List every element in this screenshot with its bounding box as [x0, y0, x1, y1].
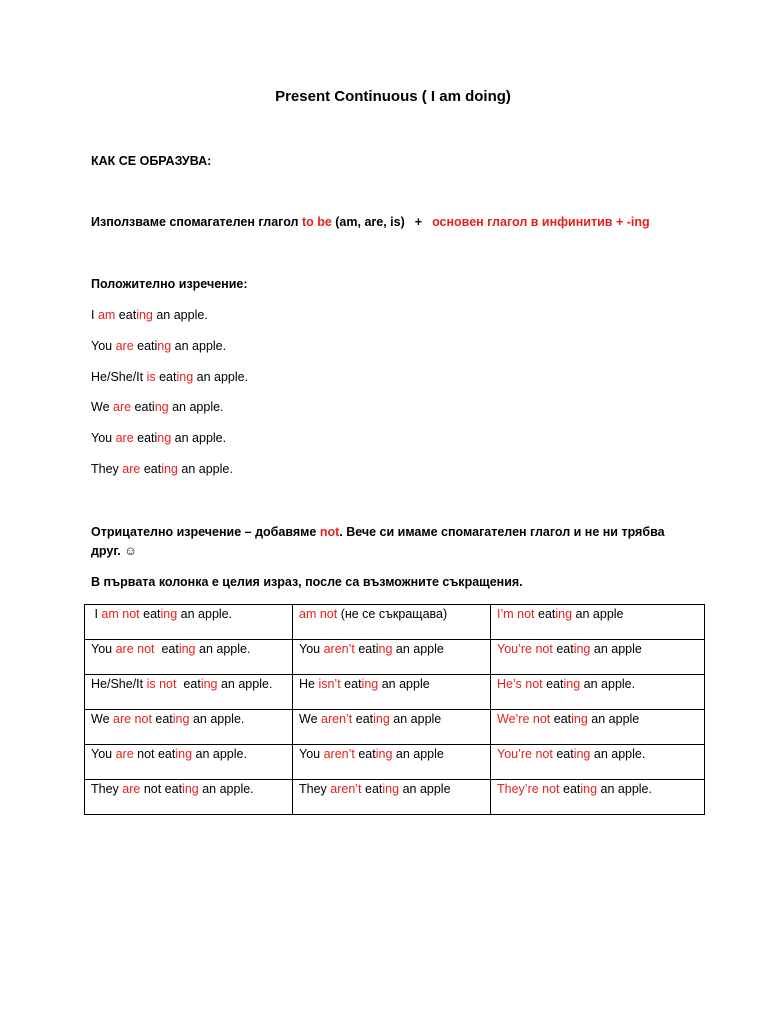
subject-contraction-cell — [491, 710, 705, 745]
formation-heading: КАК СЕ ОБРАЗУВА: — [91, 154, 212, 168]
positive-heading: Положително изречение: — [91, 277, 248, 291]
example-subject: You — [91, 431, 116, 445]
negative-intro — [91, 523, 691, 561]
table-row — [85, 745, 705, 780]
table-note: В първата колонка е целия израз, после са възможните съкращения. — [91, 575, 523, 589]
example-aux: are — [115, 431, 134, 445]
subject-contraction-cell — [491, 780, 705, 815]
example-verb: eati — [133, 431, 158, 445]
example-aux: am — [97, 308, 116, 322]
example-subject: He/She/It — [91, 370, 147, 384]
highlighted-segment: ing — [375, 747, 393, 761]
highlighted-segment: aren’t — [323, 747, 355, 761]
highlighted-segment: ing — [182, 782, 199, 796]
highlighted-segment: ing — [200, 677, 218, 691]
highlighted-segment: am not — [299, 607, 338, 621]
text-segment: an apple — [392, 642, 444, 656]
formula-plus: + — [414, 215, 423, 229]
formula-line — [91, 215, 650, 229]
example-verb: eat — [115, 308, 137, 322]
text-segment: an apple. — [590, 747, 646, 761]
highlighted-segment: am not — [101, 607, 140, 621]
text-segment: eat — [154, 642, 179, 656]
highlighted-segment: He’s not — [497, 677, 543, 691]
text-segment: eat — [139, 607, 161, 621]
text-segment: an apple — [378, 677, 430, 691]
positive-example — [91, 431, 226, 445]
example-rest: an apple. — [171, 431, 227, 445]
contraction-cell — [293, 640, 491, 675]
text-segment: an apple. — [177, 607, 233, 621]
highlighted-segment: ing — [361, 677, 379, 691]
highlighted-segment: They’re not — [497, 782, 560, 796]
highlighted-segment: ing — [573, 747, 591, 761]
table-row — [85, 710, 705, 745]
text-segment: (не се съкращава) — [337, 607, 448, 621]
example-aux: are — [115, 339, 134, 353]
highlighted-segment: aren’t — [321, 712, 353, 726]
example-rest: an apple. — [168, 400, 224, 414]
text-segment: an apple. — [195, 642, 251, 656]
contraction-cell — [293, 675, 491, 710]
text-segment: We — [299, 712, 321, 726]
example-subject: I — [91, 308, 98, 322]
highlighted-segment: isn’t — [318, 677, 341, 691]
text-segment: eat — [552, 747, 574, 761]
highlighted-segment: are not — [115, 642, 155, 656]
highlighted-segment: are — [122, 782, 141, 796]
example-ing-suffix: ng — [154, 400, 169, 414]
highlighted-segment: are not — [113, 712, 152, 726]
table-row — [85, 675, 705, 710]
positive-example — [91, 400, 224, 414]
text-segment: You — [91, 642, 116, 656]
formula-forms: (am, are, is) — [331, 215, 405, 229]
highlighted-segment: ing — [555, 607, 573, 621]
text-segment: I — [91, 607, 102, 621]
text-segment: an apple. — [580, 677, 636, 691]
example-rest: an apple. — [152, 308, 208, 322]
text-segment: You — [299, 642, 324, 656]
example-rest: an apple. — [177, 462, 233, 476]
text-segment: eat — [352, 712, 374, 726]
example-rest: an apple. — [171, 339, 227, 353]
text-segment: an apple. — [217, 677, 273, 691]
example-aux: is — [146, 370, 156, 384]
text-segment: an apple — [587, 712, 640, 726]
highlighted-segment: I’m not — [497, 607, 535, 621]
text-segment: an apple. — [192, 747, 247, 761]
example-subject: We — [91, 400, 113, 414]
formula-intro: Използваме спомагателен глагол — [91, 215, 302, 229]
text-segment: an apple. — [597, 782, 652, 796]
example-subject: They — [91, 462, 123, 476]
example-aux: are — [122, 462, 141, 476]
text-segment: eati — [354, 642, 379, 656]
negative-forms-table — [84, 604, 705, 815]
table-row — [85, 780, 705, 815]
contraction-cell — [293, 745, 491, 780]
positive-example — [91, 308, 208, 322]
text-segment: an apple. — [198, 782, 254, 796]
example-verb: eati — [133, 339, 158, 353]
example-verb: eati — [131, 400, 155, 414]
highlighted-segment: ing — [160, 607, 178, 621]
text-segment: eat — [354, 747, 376, 761]
text-segment: He/She/It — [91, 677, 147, 691]
formula-aux: to be — [301, 215, 332, 229]
highlighted-segment: ing — [373, 712, 390, 726]
example-ing-suffix: ing — [136, 308, 153, 322]
positive-example — [91, 339, 226, 353]
example-ing-suffix: ng — [157, 431, 172, 445]
text-segment: You — [91, 747, 116, 761]
text-segment: eat — [151, 712, 173, 726]
formula-main: основен глагол в инфинитив + -ing — [432, 215, 650, 229]
positive-example — [91, 370, 248, 384]
contraction-cell — [293, 605, 491, 640]
full-form-cell — [85, 780, 293, 815]
full-form-cell — [85, 710, 293, 745]
subject-contraction-cell — [491, 605, 705, 640]
text-segment: They — [91, 782, 123, 796]
highlighted-segment: aren’t — [323, 642, 355, 656]
negative-text-a: Отрицателно изречение – добавяме — [91, 525, 320, 539]
example-ing-suffix: ing — [176, 370, 194, 384]
contraction-cell — [293, 780, 491, 815]
text-segment: an apple — [590, 642, 642, 656]
highlighted-segment: ing — [172, 712, 190, 726]
example-verb: eat — [155, 370, 177, 384]
text-segment: eat — [361, 782, 383, 796]
text-segment: an apple — [389, 712, 442, 726]
highlighted-segment: ng — [378, 642, 393, 656]
text-segment: an apple. — [189, 712, 245, 726]
subject-contraction-cell — [491, 745, 705, 780]
table-row — [85, 640, 705, 675]
full-form-cell — [85, 675, 293, 710]
table-row — [85, 605, 705, 640]
text-segment: He — [299, 677, 319, 691]
full-form-cell — [85, 605, 293, 640]
text-segment: an apple — [392, 747, 444, 761]
example-subject: You — [91, 339, 116, 353]
highlighted-segment: ing — [563, 677, 581, 691]
highlighted-segment: You’re not — [497, 642, 553, 656]
example-ing-suffix: ing — [161, 462, 178, 476]
text-segment: an apple — [399, 782, 451, 796]
text-segment: eat — [550, 712, 572, 726]
text-segment: They — [299, 782, 331, 796]
highlighted-segment: ing — [175, 747, 193, 761]
text-segment: not eat — [133, 747, 176, 761]
text-segment: You — [299, 747, 324, 761]
full-form-cell — [85, 640, 293, 675]
text-segment: not eat — [140, 782, 183, 796]
text-segment: an apple — [572, 607, 624, 621]
text-segment: eat — [176, 677, 201, 691]
highlighted-segment: are — [115, 747, 134, 761]
subject-contraction-cell — [491, 640, 705, 675]
text-segment: eat — [559, 782, 581, 796]
text-segment: eat — [542, 677, 564, 691]
text-segment: We — [91, 712, 113, 726]
highlighted-segment: ing — [382, 782, 400, 796]
negative-text-b: . Вече си имаме спомагателен глагол и не ни трябва друг. ☺ — [91, 525, 665, 558]
text-segment: eat — [534, 607, 556, 621]
highlighted-segment: aren’t — [330, 782, 362, 796]
highlighted-segment: ing — [573, 642, 591, 656]
page-title: Present Continuous ( I am doing) — [275, 88, 511, 105]
highlighted-segment: You’re not — [497, 747, 553, 761]
highlighted-segment: is not — [146, 677, 177, 691]
example-ing-suffix: ng — [157, 339, 172, 353]
highlighted-segment: We’re not — [497, 712, 551, 726]
contraction-cell — [293, 710, 491, 745]
example-rest: an apple. — [193, 370, 249, 384]
subject-contraction-cell — [491, 675, 705, 710]
example-aux: are — [113, 400, 132, 414]
text-segment: eat — [552, 642, 574, 656]
example-verb: eat — [140, 462, 162, 476]
highlighted-segment: ing — [178, 642, 196, 656]
positive-example — [91, 462, 233, 476]
text-segment: eat — [340, 677, 362, 691]
highlighted-segment: ing — [571, 712, 588, 726]
highlighted-segment: ing — [580, 782, 598, 796]
full-form-cell — [85, 745, 293, 780]
negative-not: not — [319, 525, 340, 539]
